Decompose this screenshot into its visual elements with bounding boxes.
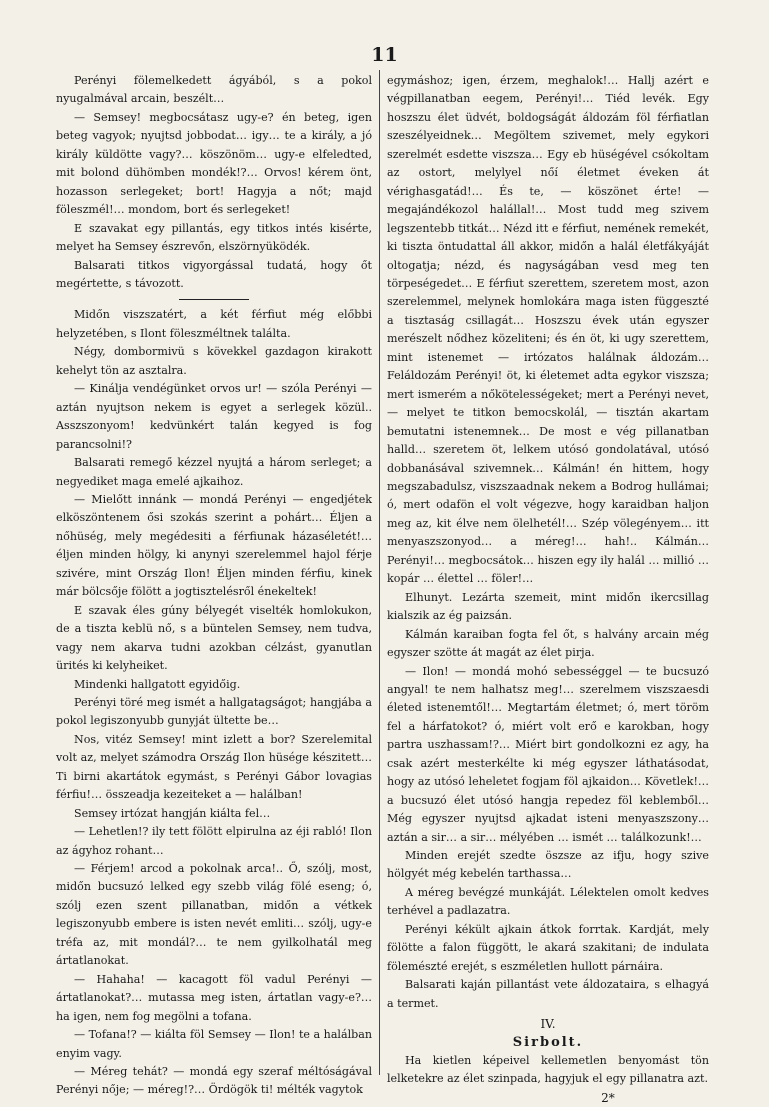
- paragraph: — Ilon! — mondá mohó sebességgel — te bucsuzó angyal! te nem halhatsz meg!… szerelmem viszszaesdi életed istenemtől!… Megtartám életmet; ó, mert töröm fel a hárfatokot? ó, miért volt erő e karokban, hogy partra uszhassam!?… Miért birt gondolkozni ez agy, ha csak azért mesterkélte ki még egyszer láthatásodat, hogy az utósó leheletet fogjam föl ajkaidon… Követlek!… a bucsuzó élet utósó hangja repedez föl keblemből… Még egyszer nyujtsd ajkadat isteni menyaszszony… aztán a sir… a sir… mélyében … ismét … találkozunk!…: [387, 664, 709, 844]
- paragraph: Ha kietlen képeivel kellemetlen benyomást tön lelketekre az élet szinpada, hagyjuk el egy pillanatra azt.: [387, 1054, 709, 1086]
- paragraph: Kálmán karaiban fogta fel őt, s halvány arcain még egyszer szötte át magát az élet pirja.: [387, 627, 709, 660]
- paragraph: Minden erejét szedte öszsze az ifju, hogy szive hölgyét még kebelén tarthassa…: [387, 849, 709, 881]
- paragraph: Mindenki hallgatott egyidőig.: [74, 677, 241, 691]
- paragraph: Balsarati remegő kézzel nyujtá a három serleget; a negyediket maga emelé ajkaihoz.: [56, 456, 372, 488]
- paragraph: Perényi kékült ajkain átkok forrtak. Kardját, mely fölötte a falon függött, le akará szakitani; de indulata fölemészté erejét, s eszméletlen hullott párnáira.: [387, 922, 709, 973]
- paragraph: — Mielőtt innánk — mondá Perényi — engedjétek elköszöntenem ősi szokás szerint a pohárt… Éljen a nőhüség, mely megédesiti a férfiunak házaséletét!… éljen minden hölgy, ki anynyi szerelemmel hajol férje szivére, mint Ország Ilon! Éljen minden férfiu, kinek már bölcsője fölött a jogtisztelésről énekeltek!: [56, 492, 372, 599]
- paragraph: E szavakat egy pillantás, egy titkos intés kisérte, melyet ha Semsey észrevőn, elszörnyüködék.: [56, 221, 372, 254]
- paragraph: E szavak éles gúny bélyegét viselték homlokukon, de a tiszta keblü nő, s a büntelen Semsey, nem tudva, vagy nem akarva tudni azokban célzást, gyanutlan ürités ki kelyheiket.: [56, 603, 372, 673]
- column-divider: [379, 70, 380, 1075]
- right-column: [387, 72, 709, 1107]
- section-divider: [179, 299, 249, 300]
- paragraph: — Hahaha! — kacagott föl vadul Perényi — ártatlanokat?… mutassa meg isten, ártatlan vagy-e?… ha igen, nem fog megölni a tofana.: [56, 972, 372, 1023]
- signature-mark: 2*: [601, 1090, 615, 1105]
- paragraph: — Kinálja vendégünket orvos ur! — szóla Perényi — aztán nyujtson nekem is egyet a serlegek közül.. Asszszonyom! kedvünkért talán kegyed is fog parancsolni!?: [56, 382, 372, 451]
- paragraph: Nos, vitéz Semsey! mint izlett a bor? Szerelemital volt az, melyet számodra Ország Ilon hüsége készitett… Ti birni akartátok egymást, s Perényi Gábor lovagias férfiu!… összeadja kezeiteket a — halálban!: [56, 732, 372, 802]
- paragraph: — Méreg tehát? — mondá egy szeraf méltóságával Perényi nője; — méreg!?… Ördögök ti! mélték vagytok: [56, 1065, 372, 1097]
- section-number: IV.: [540, 1017, 556, 1032]
- paragraph: — Semsey! megbocsátasz ugy-e? én beteg, igen beteg vagyok; nyujtsd jobbodat… igy… te a király, a jó király küldötte vagy?… köszönöm… ugy-e elfeledted, mit bolond dühömben mondék!?… Orvos! kérem önt, hozasson serlegeket; bort! Hagyja a nőt; majd föleszmél!… mondom, bort és serlegeket!: [56, 110, 372, 217]
- paragraph: Semsey irtózat hangján kiálta fel…: [74, 806, 271, 820]
- paragraph: Midőn viszszatért, a két férfiut még előbbi helyzetében, s Ilont föleszméltnek találta.: [56, 308, 372, 340]
- paragraph: Balsarati kaján pillantást vete áldozataira, s elhagyá a termet.: [387, 978, 709, 1010]
- paragraph: Perényi fölemelkedett ágyából, s a pokol nyugalmával arcain, beszélt…: [56, 74, 372, 106]
- paragraph: — Férjem! arcod a pokolnak arca!.. Ő, szólj, most, midőn bucsuzó lelked egy szebb világ fölé eseng; ó, szólj ezen szent pillanatban, midőn a vétkek legiszonyubb embere is isten nevét emliti… szólj, ugy-e tréfa az, mit mondál?… te nem gyilkolhatál meg ártatlanokat.: [56, 862, 372, 968]
- paragraph: Perényi töré meg ismét a hallgatagságot; hangjába a pokol legiszonyubb gunyját ültette be…: [56, 695, 372, 728]
- paragraph: Elhunyt. Lezárta szemeit, mint midőn ikercsillag kialszik az ég paizsán.: [387, 590, 709, 623]
- paragraph: egymáshoz; igen, érzem, meghalok!… Hallj azért e végpillanatban eegem, Perényi!… Tiéd levék. Egy hoszszu élet üdvét, boldogságát áldozám föl férfiatlan szeszélyeidnek… Megöltem szivemet, mely egykori szerelmét esdette viszsza… Egy eb hüségével csókoltam az ostort, melylyel nőí életmet éveken át vérighasgatád!… És te, — köszönet érte! — megajándékozol halállal!… Most tudd meg szivem legszentebb titkát… Nézd itt e férfiut, nemének remekét, ki tiszta öntudattal áll akkor, midőn a halál életfákyáját oltogatja; nézd, és nagyságában vesd meg ten törpeségedet… E férfiut szerettem, szeretem most, azon szerelemmel, melynek homlokára maga isten függeszté a tisztaság csillagát… Hoszszu évek után egyszer merészelt nődhez közeliteni; és én öt, ki ugy szerettem, mint istenemet — irtózatos halálnak áldozám… Feláldozám Perényi! öt, ki életemet adta egykor viszsza; mert ismerém a nőkötelességeket; mert a Perényi nevet, — melyet te titkon bemocskolál, — tisztán akartam bemutatni istenemnek… De most e vég pillanatban halld… szeretem öt, lelkem utósó gondolatával, utósó dobbanásával szivemnek… Kálmán! én hittem, hogy megszabadulsz, viszszaadnak nekem a Bodrog hullámai; ó, mert odafön el volt végezve, hogy karaidban haljon meg az, kit élve nem ölelhetél!… Szép völegényem… itt menyaszszonyod… a méreg!… hah!.. Kálmán… Perényi!… megbocsátok… hiszen egy ily halál … millió … kopár … élettel … föler!…: [387, 74, 709, 586]
- page-number: 11: [371, 44, 398, 66]
- paragraph: A méreg bevégzé munkáját. Lélektelen omolt kedves terhével a padlazatra.: [387, 885, 709, 918]
- paragraph: Négy, dombormivü s kövekkel gazdagon kirakott kehelyt tön az asztalra.: [56, 345, 372, 377]
- paragraph: — Tofana!? — kiálta föl Semsey — Ilon! te a halálban enyim vagy.: [56, 1028, 372, 1060]
- left-column: [56, 72, 372, 1100]
- paragraph: Balsarati titkos vigyorgással tudatá, hogy őt megértette, s távozott.: [56, 258, 372, 290]
- paragraph: — Lehetlen!? ily tett fölött elpirulna az éji rabló! Ilon az ágyhoz rohant…: [56, 825, 372, 857]
- section-title: Sirbolt.: [512, 1034, 584, 1050]
